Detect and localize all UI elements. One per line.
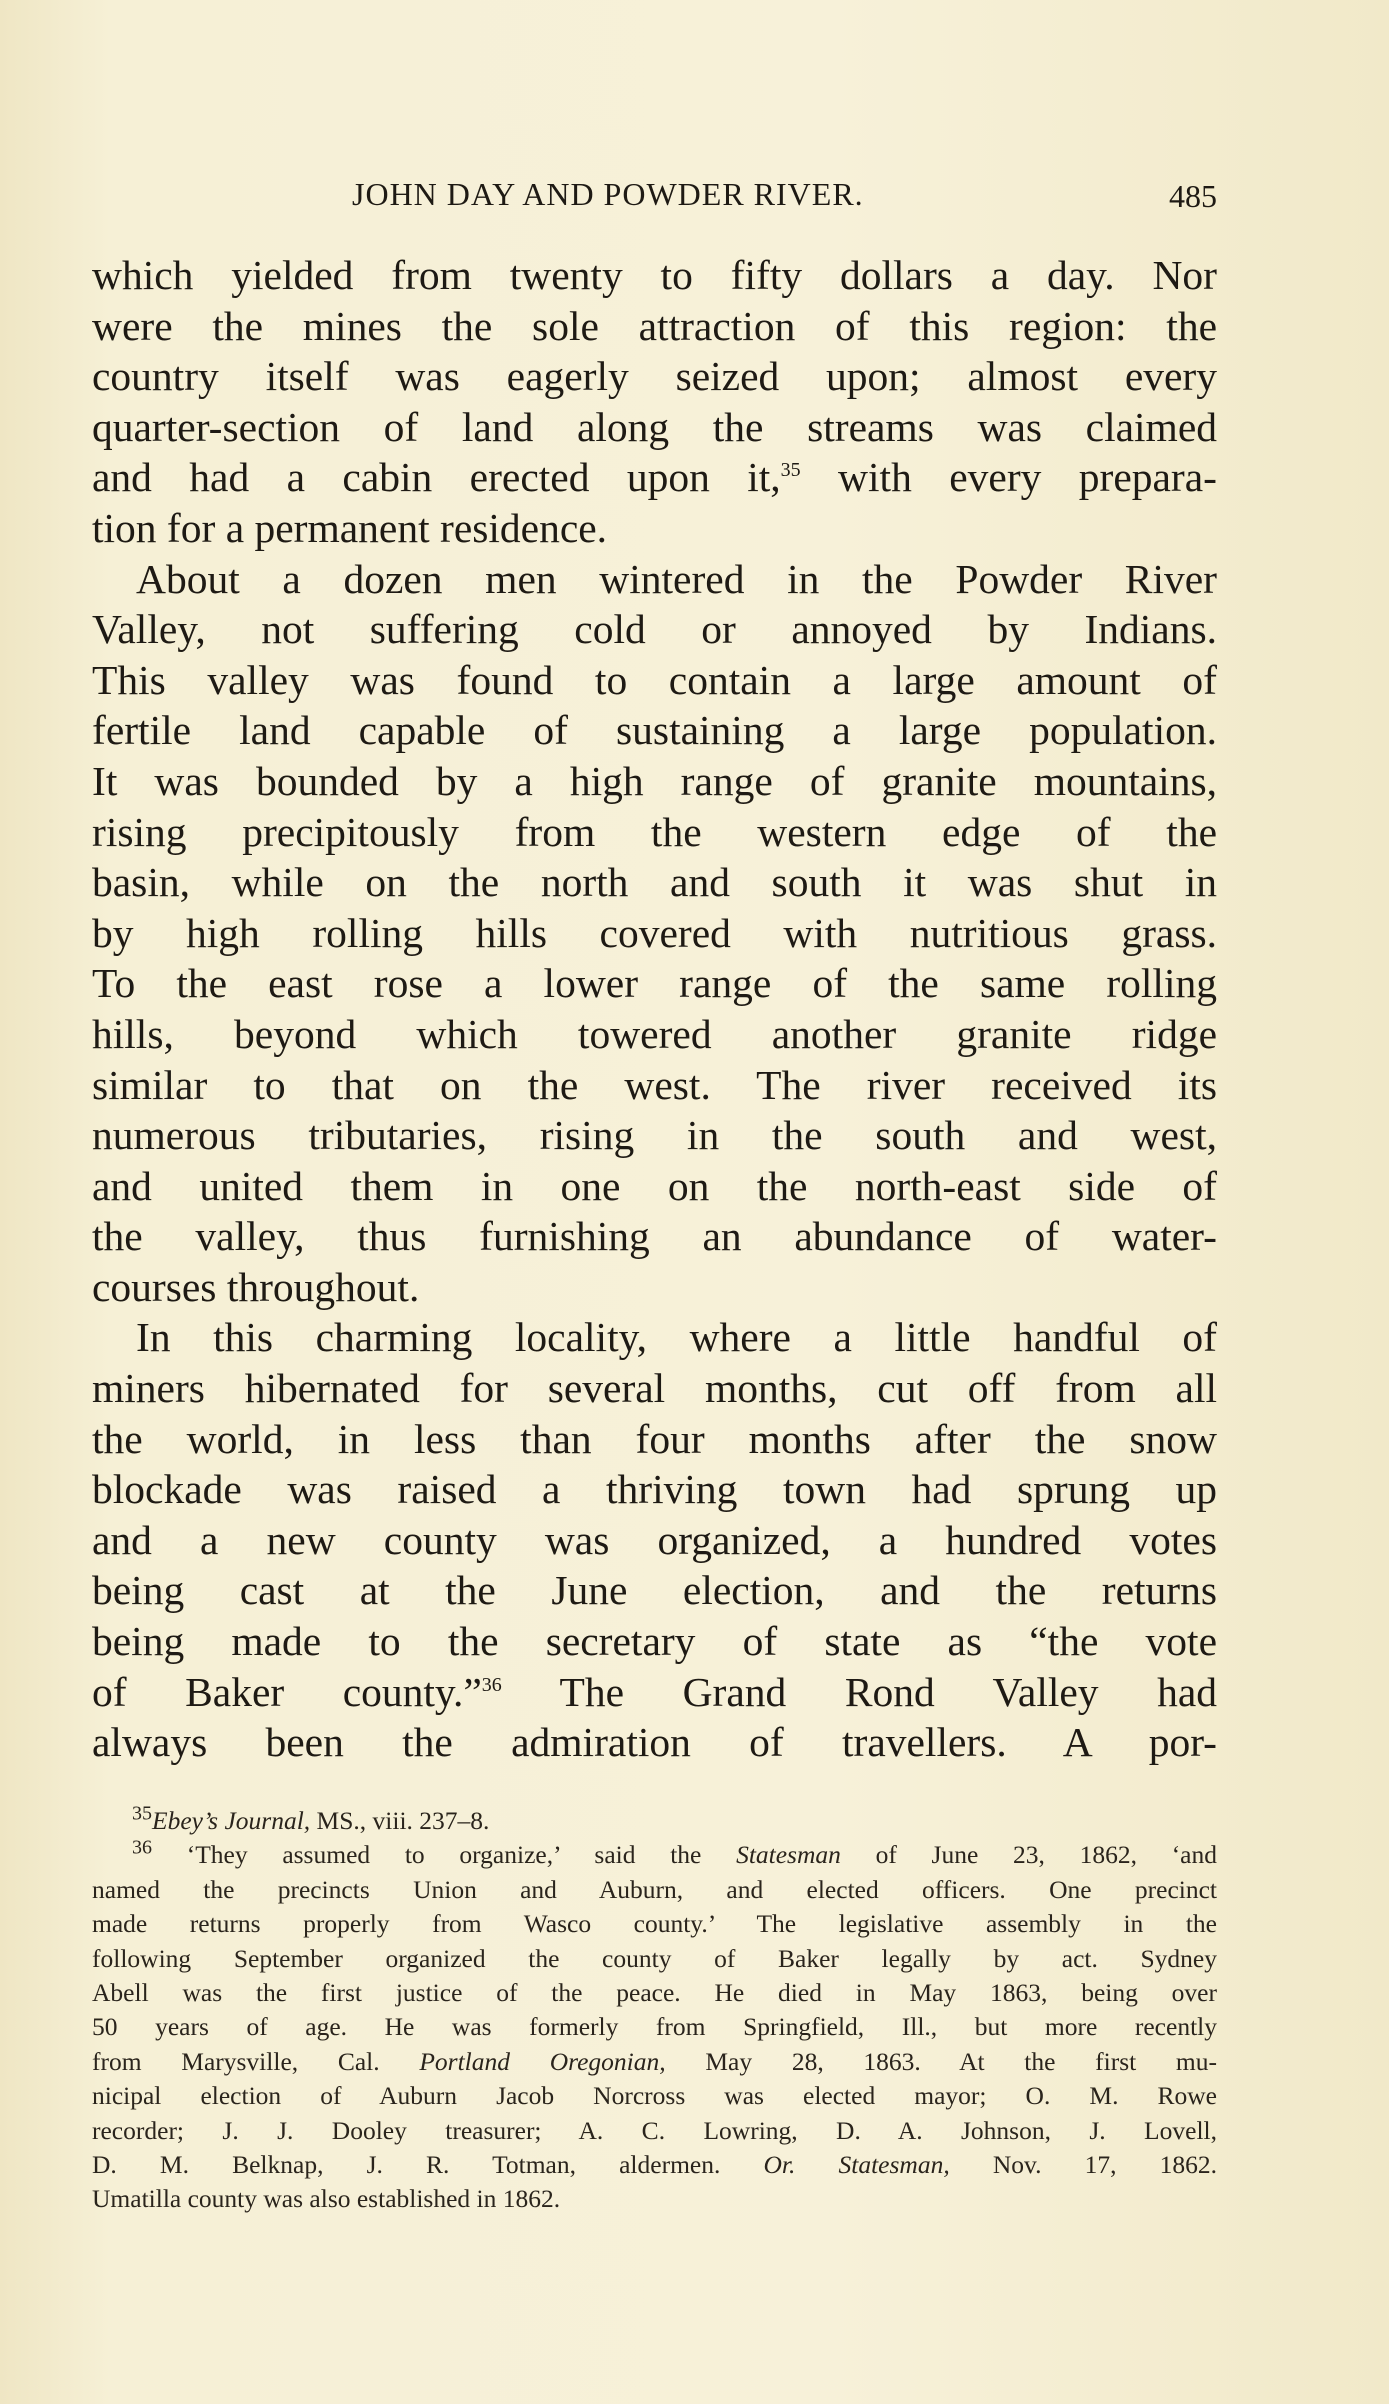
body-line: quarter-section of land along the streams was claimed [92,403,1217,450]
body-line [92,452,1217,503]
body-line: Valley, not suffering cold or annoyed by Indians. [92,606,1217,653]
footnote-text: D. M. Belknap, J. R. Totman, aldermen. [92,2149,764,2179]
footnote-text: from Marysville, Cal. [92,2046,420,2076]
footnote-line: nicipal election of Auburn Jacob Norcross was elected mayor; O. M. Rowe [92,2081,1217,2111]
footnote-text: ‘They assumed to organize,’ said the [152,1840,737,1870]
body-line-text: of Baker county.” [92,1668,482,1715]
body-line: miners hibernated for several months, cut off from all [92,1365,1217,1412]
body-line: About a dozen men wintered in the Powder River [136,555,1217,602]
footnote-ref-35: 35 [780,459,801,482]
body-line: being cast at the June election, and the returns [92,1567,1217,1614]
body-line: and united them in one on the north-east side of [92,1162,1217,1209]
footnotes [92,1804,1217,2217]
body-line: basin, while on the north and south it was shut in [92,859,1217,906]
body-line: It was bounded by a high range of granite mountains, [92,757,1217,804]
running-head [92,176,1217,216]
footnote-source-title: Portland Oregonian, [419,2046,666,2076]
body-line: numerous tributaries, rising in the south and west, [92,1112,1217,1159]
body-line: tion for a permanent residence. [92,504,608,551]
body-line: which yielded from twenty to fifty dollars a day. Nor [92,252,1217,298]
footnote-line: 50 years of age. He was formerly from Springfield, Ill., but more recently [92,2012,1217,2042]
footnote-line [92,2045,1217,2079]
body-line: always been the admiration of travellers. A por- [92,1719,1217,1766]
footnote-source-title: Statesman [736,1840,841,1870]
body-line: blockade was raised a thriving town had sprung up [92,1466,1217,1513]
body-line: were the mines the sole attraction of this region: the [92,302,1217,349]
body-line: and a new county was organized, a hundred votes [92,1516,1217,1563]
body-line: This valley was found to contain a large amount of [92,656,1217,703]
page-number: 485 [1169,178,1217,214]
footnote-source-title: Ebey’s Journal, [152,1806,311,1835]
footnote-marker: 35 [132,1802,152,1825]
body-line: being made to the secretary of state as “the vote [92,1618,1217,1665]
footnote-line: made returns properly from Wasco county.’ The legislative assembly in the [92,1909,1217,1939]
body-line-text: The Grand Rond Valley had [501,1668,1217,1715]
footnote-text: MS., viii. 237–8. [310,1806,490,1835]
body-line: similar to that on the west. The river received its [92,1061,1217,1108]
footnote-line: Umatilla county was also established in 1862. [92,2184,561,2214]
footnote-line: Abell was the first justice of the peace. He died in May 1863, being over [92,1977,1217,2007]
body-line: courses throughout. [92,1263,420,1310]
footnote-line: recorder; J. J. Dooley treasurer; A. C. Lowring, D. A. Johnson, J. Lovell, [92,2115,1217,2145]
body-line-text: and had a cabin erected upon it, [92,454,781,501]
footnote-line: following September organized the county of Baker legally by act. Sydney [92,1943,1217,1973]
footnote-36 [92,1838,1217,1872]
footnote-line: named the precincts Union and Auburn, and elected officers. One precinct [92,1874,1217,1904]
running-head-title: JOHN DAY AND POWDER RIVER. [352,176,864,212]
body-text [92,250,1217,1768]
footnote-text: of June 23, 1862, ‘and [840,1840,1218,1870]
body-line: To the east rose a lower range of the same rolling [92,960,1217,1007]
footnote-text: Nov. 17, 1862. [949,2149,1217,2179]
body-line [92,1667,1217,1718]
body-line: fertile land capable of sustaining a large population. [92,707,1217,754]
body-line: by high rolling hills covered with nutritious grass. [92,909,1217,956]
body-line: hills, beyond which towered another granite ridge [92,1010,1217,1057]
footnote-35 [92,1804,1217,1838]
footnote-line [92,2148,1217,2182]
body-line: country itself was eagerly seized upon; almost every [92,353,1217,400]
body-line-text: with every prepara- [800,454,1217,501]
body-line: the valley, thus furnishing an abundance of water- [92,1213,1217,1260]
footnote-text: May 28, 1863. At the first mu- [665,2046,1218,2076]
body-line: the world, in less than four months after the snow [92,1415,1217,1462]
body-line: rising precipitously from the western edge of the [92,808,1217,855]
footnote-marker: 36 [132,1836,152,1859]
body-line: In this charming locality, where a little handful of [136,1314,1217,1361]
footnote-source-title: Or. Statesman, [763,2149,950,2179]
footnote-ref-36: 36 [481,1673,502,1696]
